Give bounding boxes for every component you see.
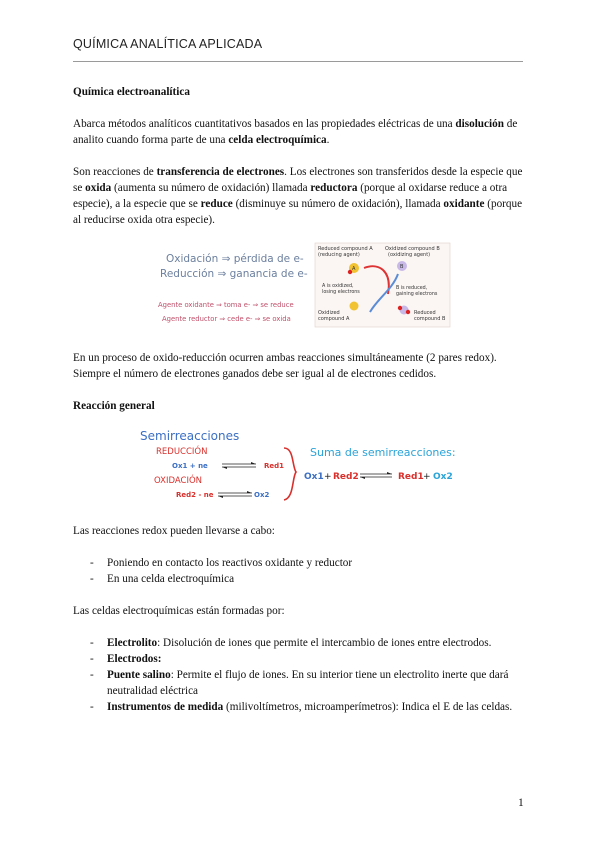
- cell-description: (milivoltímetros, microamperímetros): Indica el E de las celdas.: [223, 701, 513, 713]
- fig2-brace: [284, 448, 296, 500]
- fig2-sum-red2: Red2: [333, 472, 359, 482]
- redox-bold-transferencia: transferencia de electrones: [156, 166, 285, 178]
- cells-intro: Las celdas electroquímicas están formadas por:: [73, 605, 285, 617]
- list-item: [73, 699, 533, 715]
- list-dash: -: [90, 669, 94, 681]
- redox-paragraph: [73, 164, 528, 228]
- fig2-ox2: Ox2: [254, 491, 270, 499]
- intro-text-1: Abarca métodos analíticos cuantitativos basados en las propiedades eléctricas de una: [73, 118, 456, 130]
- fig1-reduced-a: Reduced compound A: [318, 246, 373, 252]
- fig1-line-reduccion: Reducción ⇒ ganancia de e-: [160, 268, 308, 280]
- fig1-losing-electrons: losing electrons: [322, 290, 360, 295]
- fig1-b-reduced: B is reduced,: [396, 286, 428, 291]
- redox-note-paragraph: En un proceso de oxido-reducción ocurren ambas reacciones simultáneamente (2 pares redox). Siempre el número de electrones ganados debe ser igual al de electrones cedidos.: [73, 352, 497, 380]
- ways-list: [73, 555, 533, 587]
- fig2-sum-eq-head-1: [387, 472, 392, 474]
- fig1-electron-dot-1: [348, 270, 352, 274]
- redox-text-5: (disminuye su número de oxidación), llamada: [232, 198, 444, 210]
- redox-text-1: Son reacciones de: [73, 166, 157, 178]
- list-item: [73, 555, 533, 571]
- fig2-sum-ox2: Ox2: [433, 472, 453, 482]
- fig2-sum-plus1: +: [324, 472, 332, 482]
- fig2-eq-head-4: [218, 496, 223, 498]
- cell-term: Electrodos: [107, 653, 158, 665]
- fig2-sum-plus2: +: [423, 472, 431, 482]
- intro-text-3: .: [326, 134, 330, 146]
- list-dash: -: [90, 573, 94, 585]
- half-reactions-figure: [136, 426, 462, 504]
- fig1-reducing-agent: (reducing agent): [318, 252, 360, 258]
- list-dash: -: [90, 653, 94, 665]
- fig1-electron-dot-2: [398, 306, 402, 310]
- fig2-ox1-ne: Ox1 + ne: [172, 462, 208, 470]
- fig1-a-oxidized: A is oxidized,: [322, 284, 354, 289]
- cell-description: : Permite el flujo de iones. En su interior tiene un electrolito inerte que dará neutralidad eléctrica: [107, 669, 509, 697]
- redox-text-6: (porque al reducirse oxida otra especie).: [73, 198, 523, 226]
- fig1-electron-dot-3: [406, 310, 410, 314]
- list-item-text: En una celda electroquímica: [107, 573, 235, 585]
- fig2-sum-red1: Red1: [398, 472, 424, 482]
- intro-bold-disolucion: disolución: [455, 118, 504, 130]
- fig2-eq-head-3: [247, 491, 252, 493]
- fig2-sum-eq-head-2: [360, 477, 365, 479]
- redox-bold-reductora: reductora: [310, 182, 358, 194]
- fig2-red1: Red1: [264, 462, 285, 470]
- cells-list: [73, 635, 533, 715]
- fig1-oxidized-b: Oxidized compound B: [385, 246, 440, 252]
- intro-bold-celda: celda electroquímica: [228, 134, 327, 146]
- cell-term: Puente salino: [107, 669, 171, 681]
- intro-paragraph: [73, 116, 528, 148]
- redox-text-3: (aumenta su número de oxidación) llamada: [111, 182, 311, 194]
- fig1-line-agente-oxidante: Agente oxidante ⇒ toma e- ⇒ se reduce: [158, 301, 294, 309]
- fig2-eq-head-2: [222, 467, 227, 469]
- cell-description: : Disolución de iones que permite el intercambio de iones entre electrodos.: [157, 637, 492, 649]
- list-item: [73, 651, 533, 667]
- intro-text-2: de analito cuando forma parte de una: [73, 118, 518, 146]
- fig1-atom-a-bottom: [350, 302, 359, 311]
- fig2-semirreacciones: Semirreacciones: [140, 429, 240, 443]
- redox-bold-oxidante: oxidante: [443, 198, 485, 210]
- fig1-line-oxidacion: Oxidación ⇒ pérdida de e-: [166, 253, 304, 265]
- fig1-oxidizing-agent: (oxidizing agent): [388, 252, 431, 258]
- redox-text-2: . Los electrones son transferidos desde la especie que se: [73, 166, 523, 194]
- fig1-compound-b: compound B: [414, 316, 446, 322]
- fig2-eq-head-1: [251, 462, 256, 464]
- fig1-atom-b-label: B: [400, 264, 404, 270]
- list-dash: -: [90, 637, 94, 649]
- redox-bold-reduce: reduce: [200, 198, 233, 210]
- fig2-sum-ox1: Ox1: [304, 472, 324, 482]
- page-number: 1: [518, 797, 524, 809]
- list-dash: -: [90, 701, 94, 713]
- ways-intro: Las reacciones redox pueden llevarse a cabo:: [73, 525, 275, 537]
- fig1-compound-a: compound A: [318, 316, 350, 322]
- section-title: Química electroanalítica: [73, 86, 190, 98]
- fig2-reduccion-label: REDUCCIÓN: [156, 447, 208, 457]
- fig2-red2-ne: Red2 - ne: [176, 491, 214, 499]
- fig1-line-agente-reductor: Agente reductor ⇒ cede e- ⇒ se oxida: [162, 315, 291, 323]
- fig1-reduced-label: Reduced: [414, 310, 436, 316]
- list-dash: -: [90, 557, 94, 569]
- fig2-oxidacion-label: OXIDACIÓN: [154, 476, 203, 486]
- redox-text-4: (porque al oxidarse reduce a otra especie), a la especie que se: [73, 182, 508, 210]
- header-title: QUÍMICA ANALÍTICA APLICADA: [73, 37, 263, 51]
- fig1-atom-a-label: A: [352, 266, 356, 272]
- redox-summary-figure: [152, 242, 452, 328]
- cell-description: :: [157, 653, 162, 665]
- header-divider: [73, 61, 523, 62]
- list-item: [73, 571, 533, 587]
- redox-bold-oxida: oxida: [85, 182, 112, 194]
- general-reaction-title: Reacción general: [73, 400, 155, 412]
- cell-term: Electrolito: [107, 637, 158, 649]
- list-item: [73, 667, 533, 699]
- fig1-gaining-electrons: gaining electrons: [396, 292, 438, 297]
- fig2-suma-label: Suma de semirreacciones:: [310, 446, 456, 459]
- list-item-text: Poniendo en contacto los reactivos oxidante y reductor: [107, 557, 353, 569]
- cell-term: Instrumentos de medida: [107, 701, 224, 713]
- fig1-oxidized-label: Oxidized: [318, 310, 340, 316]
- list-item: [73, 635, 533, 651]
